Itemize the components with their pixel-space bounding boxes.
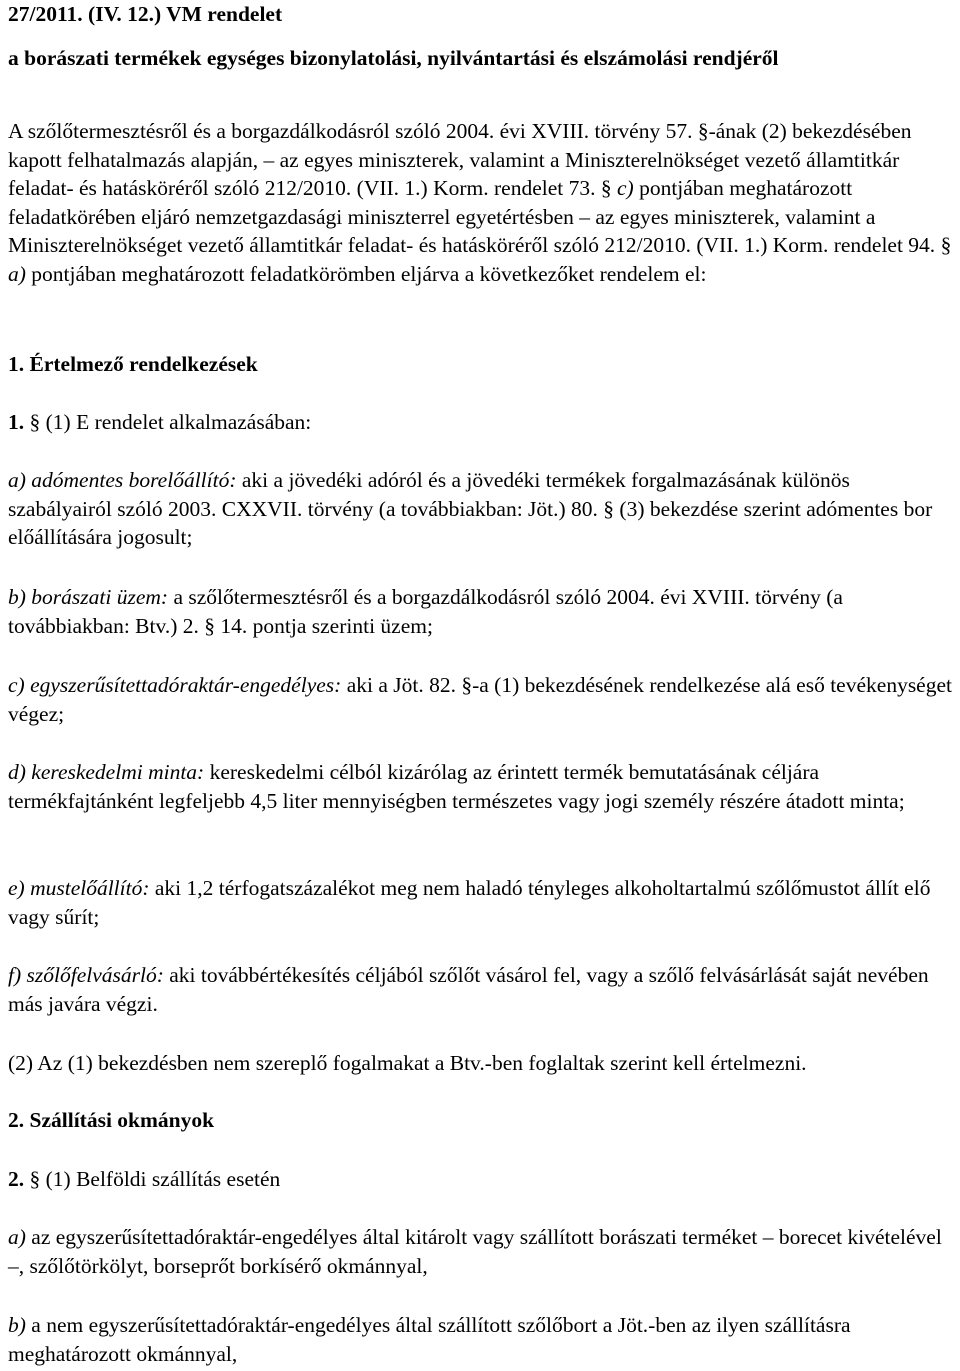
list-item-label: a): [8, 1225, 26, 1249]
preamble-text-2: -ának (2) bekezdésében kapott felhatalmazás alapján, – az egyes miniszterek, valamint a Miniszterelnökséget vezető államtitkár feladat- és hatásköréről szóló 212/2010. (VII. 1.) Korm. rendelet 73.: [8, 119, 917, 201]
document-title: 27/2011. (IV. 12.) VM rendelet: [8, 2, 283, 26]
definition-b: [8, 583, 958, 640]
list-item-b: [8, 1311, 958, 1368]
definition-term: e) mustelőállító:: [8, 876, 150, 900]
paragraph-text: (1) E rendelet alkalmazásában:: [40, 410, 312, 434]
section-sign: §: [461, 673, 473, 697]
definition-term: a) adómentes borelőállító:: [8, 468, 237, 492]
paragraph-1-subsection-2: (2) Az (1) bekezdésben nem szereplő fogalmakat a Btv.-ben foglaltak szerint kell értelmezni.: [8, 1051, 807, 1075]
definition-term: b) borászati üzem:: [8, 585, 169, 609]
paragraph-text: (1) Belföldi szállítás esetén: [40, 1167, 281, 1191]
preamble-point-c: c): [611, 176, 634, 201]
paragraph-number: 1.: [8, 410, 30, 434]
definition-term: f) szőlőfelvásárló:: [8, 963, 164, 987]
preamble-text-3: pontjában meghatározott feladatkörében eljáró nemzetgazdasági miniszterrel egyetértésben – az egyes miniszterek, valamint a Miniszterelnökséget vezető államtitkár feladat- és hatásköréről szóló 212/2010. (VII. 1.) Korm. rendelet 94.: [8, 176, 941, 258]
definition-text-cont: (3) bekezdése szerint adómentes bor előállítására jogosult;: [8, 496, 938, 550]
section-sign: §: [603, 496, 615, 521]
document-subtitle: a borászati termékek egységes bizonylatolási, nyilvántartási és elszámolási rendjéről: [8, 46, 779, 70]
list-item-text: az egyszerűsítettadóraktár-engedélyes által kitárolt vagy szállított borászati terméket – borecet kivételével –, szőlőtörkölyt, borseprőt borkísérő okmánnyal,: [8, 1225, 948, 1278]
paragraph-1-intro: [8, 408, 958, 437]
definition-term: d) kereskedelmi minta:: [8, 760, 205, 784]
definition-d: [8, 758, 958, 815]
preamble-paragraph: [8, 117, 958, 289]
list-item-a: [8, 1223, 958, 1280]
paragraph-number: 2.: [8, 1167, 30, 1191]
definition-a: [8, 466, 958, 552]
section-heading-2: 2. Szállítási okmányok: [8, 1108, 215, 1132]
section-sign: §: [697, 119, 709, 143]
section-sign: §: [940, 233, 952, 258]
section-heading-1: 1. Értelmező rendelkezések: [8, 352, 258, 376]
definition-e: [8, 874, 958, 931]
definition-text: a szőlőtermesztésről és a borgazdálkodásról szóló 2004. évi XVIII. törvény (a továbbiakban: Btv.) 2.: [8, 585, 849, 638]
list-item-label: b): [8, 1313, 26, 1337]
definition-text-cont: -a (1) bekezdésének rendelkezése alá eső tevékenységet végez;: [8, 673, 958, 726]
definition-text: aki továbbértékesítés céljából szőlőt vásárol fel, vagy a szőlő felvásárlását saját nevében más javára végzi.: [8, 963, 934, 1016]
paragraph-2-intro: [8, 1165, 958, 1194]
section-sign: §: [29, 1167, 41, 1191]
definition-text: aki a jövedéki adóról és a jövedéki termékek forgalmazásának különös szabályairól szóló 2003. CXXVII. törvény (a továbbiakban: Jöt.) 80.: [8, 468, 856, 521]
list-item-text: a nem egyszerűsítettadóraktár-engedélyes által szállított szőlőbort a Jöt.-ben az ilyen szállításra meghatározott okmánnyal,: [8, 1313, 856, 1366]
definition-c: [8, 671, 958, 728]
definition-f: [8, 961, 958, 1018]
definition-text: kereskedelmi célból kizárólag az érintett termék bemutatásának céljára termékfajtánként legfeljebb 4,5 liter mennyiségben természetes vagy jogi személy részére átadott minta;: [8, 760, 905, 813]
definition-text-cont: 14. pontja szerinti üzem;: [215, 613, 433, 638]
definition-text: aki 1,2 térfogatszázalékot meg nem haladó tényleges alkoholtartalmú szőlőmustot állít elő vagy sűrít;: [8, 876, 936, 929]
preamble-text-4: pontjában meghatározott feladatkörömben eljárva a következőket rendelem el:: [25, 261, 707, 286]
preamble-point-a: a): [8, 261, 26, 286]
preamble-text-1: A szőlőtermesztésről és a borgazdálkodásról szóló 2004. évi XVIII. törvény 57.: [8, 119, 698, 143]
definition-text: aki a Jöt. 82.: [341, 673, 462, 697]
definition-term: c) egyszerűsítettadóraktár-engedélyes:: [8, 673, 342, 697]
section-sign: §: [204, 613, 216, 638]
section-sign: §: [29, 410, 41, 434]
section-sign: §: [600, 176, 612, 201]
